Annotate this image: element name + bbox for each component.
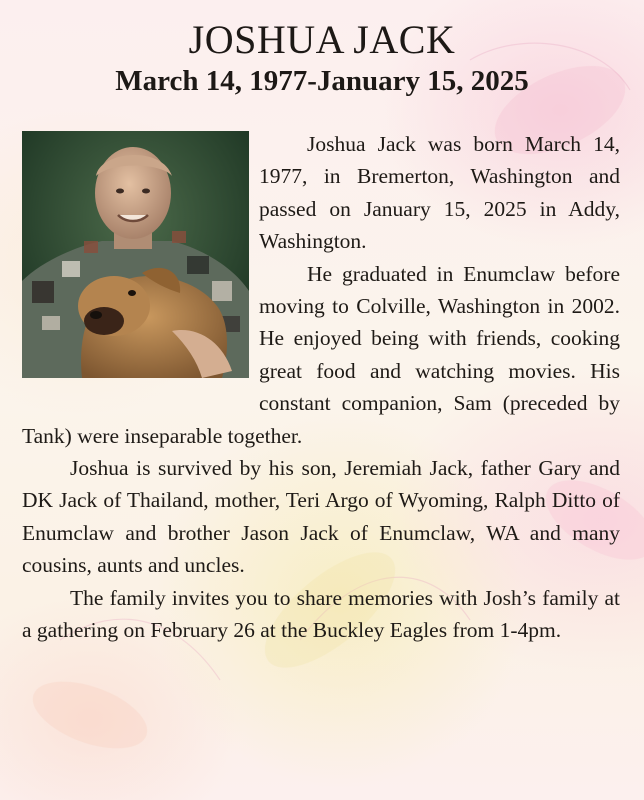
obituary-header (0, 18, 644, 98)
life-dates: March 14, 1977-January 15, 2025 (115, 65, 529, 97)
paragraph-gathering: The family invites you to share memories with Josh’s family at a gathering on February 26 at the Buckley Eagles from 1-4pm. (22, 585, 620, 643)
paragraph-survivors: Joshua is survived by his son, Jeremiah Jack, father Gary and DK Jack of Thailand, mother, Teri Argo of Wyoming, Ralph Ditto of Enumclaw and brother Jason Jack of Enumclaw, WA and many cousins, aunts and uncles. (22, 456, 620, 578)
photo-wrap-spacer (22, 128, 259, 404)
paragraph-life: He graduated in Enumclaw before moving to Colville, Washington in 2002. He enjoyed being with friends, cooking great food and watching movies. His constant companion, Sam (preceded by Tank) were inseparable together. (22, 261, 620, 448)
obituary-body (22, 128, 620, 647)
paragraph-birth: Joshua Jack was born March 14, 1977, in Bremerton, Washington and passed on January 15, 2025 in Addy, Washington. (259, 132, 620, 254)
deceased-name: JOSHUA JACK (188, 17, 456, 62)
